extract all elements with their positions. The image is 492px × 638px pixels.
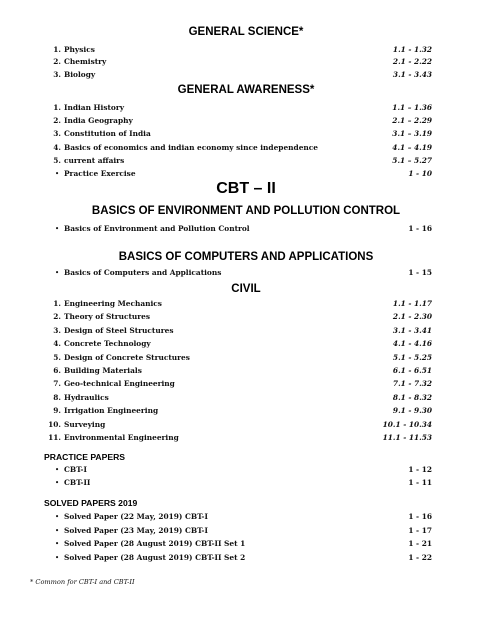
item-number: 3. <box>53 129 61 139</box>
item-number: 4. <box>53 142 61 152</box>
page-range: 1 - 16 <box>408 512 432 521</box>
heading-computers: BASICS OF COMPUTERS AND APPLICATIONS <box>118 251 374 263</box>
toc-row <box>0 298 492 309</box>
item-number: 10. <box>48 419 61 429</box>
page-range: 1.1 - 1.32 <box>392 45 432 54</box>
bullet-icon: • <box>54 552 60 562</box>
heading-solved-papers: SOLVED PAPERS 2019 <box>44 498 138 508</box>
toc-row <box>0 128 492 139</box>
item-number: 6. <box>53 366 61 375</box>
page-range: 1 - 15 <box>408 268 432 277</box>
bullet-icon: • <box>54 525 60 535</box>
page-range: 5.1 – 5.27 <box>392 155 432 165</box>
item-number: 1. <box>53 45 61 54</box>
toc-row <box>0 69 492 80</box>
item-number: 9. <box>53 406 61 416</box>
item-title: India Geography <box>64 116 133 126</box>
page-range: 4.1 - 4.16 <box>392 339 432 349</box>
toc-row <box>0 378 492 389</box>
page-range: 1 - 22 <box>408 552 432 562</box>
page-range: 1 - 21 <box>408 539 432 549</box>
footnote: * Common for CBT-I and CBT-II <box>30 578 135 586</box>
toc-row <box>0 432 492 443</box>
heading-cbt-ii: CBT – II <box>216 180 276 197</box>
toc-row <box>0 352 492 363</box>
heading-environment: BASICS OF ENVIRONMENT AND POLLUTION CONTROL <box>91 205 401 217</box>
toc-row <box>0 267 492 278</box>
item-title: Building Materials <box>64 366 142 375</box>
heading-general-science: GENERAL SCIENCE* <box>188 26 304 38</box>
item-title: Theory of Structures <box>64 312 151 322</box>
heading-civil: CIVIL <box>231 283 261 295</box>
item-number: 4. <box>53 339 61 349</box>
toc-row <box>0 525 492 536</box>
item-title: Solved Paper (23 May, 2019) CBT-I <box>64 525 208 535</box>
bullet-icon: • <box>54 539 60 549</box>
bullet-icon: • <box>54 169 60 178</box>
page-range: 6.1 - 6.51 <box>392 366 432 375</box>
page-range: 2.1 – 2.29 <box>392 116 432 126</box>
item-title: Basics of economics and indian economy since independence <box>64 142 318 152</box>
toc-row <box>0 102 492 113</box>
page-range: 1 - 10 <box>408 169 432 178</box>
toc-row <box>0 155 492 166</box>
item-number: 3. <box>53 325 61 335</box>
toc-row <box>0 223 492 234</box>
item-title: Biology <box>64 69 96 79</box>
toc-row <box>0 56 492 67</box>
page-range: 10.1 - 10.34 <box>382 419 432 429</box>
item-number: 2. <box>53 57 61 67</box>
page-range: 1.1 – 1.36 <box>392 103 432 112</box>
toc-row <box>0 538 492 549</box>
toc-row <box>0 115 492 126</box>
item-title: Engineering Mechanics <box>64 299 162 308</box>
heading-general-awareness: GENERAL AWARENESS* <box>177 84 315 96</box>
page-range: 3.1 - 3.43 <box>392 69 432 79</box>
page-range: 4.1 – 4.19 <box>392 142 432 152</box>
item-number: 8. <box>53 392 61 402</box>
toc-row <box>0 142 492 153</box>
item-title: Solved Paper (28 August 2019) CBT-II Set 1 <box>64 539 246 549</box>
page-range: 1 - 16 <box>408 224 432 233</box>
item-number: 2. <box>53 116 61 126</box>
page-range: 3.1 - 3.41 <box>392 325 432 335</box>
toc-row <box>0 405 492 416</box>
bullet-icon: • <box>54 478 60 488</box>
item-number: 5. <box>53 352 61 362</box>
toc-row <box>0 464 492 475</box>
item-title: Solved Paper (22 May, 2019) CBT-I <box>64 512 208 521</box>
item-title: Physics <box>64 45 95 54</box>
page-range: 9.1 - 9.30 <box>392 406 432 416</box>
item-number: 5. <box>53 155 61 165</box>
item-title: Irrigation Engineering <box>64 406 159 416</box>
item-number: 1. <box>53 103 61 112</box>
item-number: 11. <box>48 433 61 442</box>
item-number: 7. <box>53 379 61 389</box>
toc-row <box>0 552 492 563</box>
item-title: Chemistry <box>64 57 107 67</box>
page-range: 8.1 - 8.32 <box>392 392 432 402</box>
item-title: Practice Exercise <box>64 169 136 178</box>
toc-row <box>0 477 492 488</box>
item-title: Indian History <box>64 103 125 112</box>
bullet-icon: • <box>54 224 60 233</box>
item-title: current affairs <box>64 155 125 165</box>
page-range: 3.1 – 3.19 <box>392 129 432 139</box>
toc-row <box>0 338 492 349</box>
bullet-icon: • <box>54 465 60 474</box>
toc-row <box>0 419 492 430</box>
bullet-icon: • <box>54 268 60 277</box>
item-title: CBT-I <box>64 465 87 474</box>
item-title: CBT-II <box>64 478 91 488</box>
page-range: 7.1 - 7.32 <box>392 379 432 389</box>
page-range: 11.1 - 11.53 <box>382 433 432 442</box>
item-number: 3. <box>53 69 61 79</box>
page-range: 5.1 - 5.25 <box>392 352 432 362</box>
item-title: Solved Paper (28 August 2019) CBT-II Set 2 <box>64 552 246 562</box>
item-title: Basics of Environment and Pollution Control <box>64 224 250 233</box>
toc-row <box>0 511 492 522</box>
item-title: Geo-technical Engineering <box>64 379 175 389</box>
item-title: Surveying <box>64 419 106 429</box>
page-range: 1.1 - 1.17 <box>392 299 432 308</box>
item-title: Concrete Technology <box>64 339 151 349</box>
item-title: Hydraulics <box>64 392 109 402</box>
bullet-icon: • <box>54 512 60 521</box>
item-title: Design of Concrete Structures <box>64 352 190 362</box>
item-title: Environmental Engineering <box>64 433 179 442</box>
toc-row <box>0 44 492 55</box>
item-number: 2. <box>53 312 61 322</box>
item-title: Basics of Computers and Applications <box>64 268 222 277</box>
page-range: 1 - 12 <box>408 465 432 474</box>
toc-row <box>0 392 492 403</box>
heading-practice-papers: PRACTICE PAPERS <box>44 452 126 462</box>
page-range: 1 - 11 <box>408 478 432 488</box>
toc-row <box>0 168 492 179</box>
item-title: Design of Steel Structures <box>64 325 174 335</box>
page-range: 2.1 - 2.30 <box>392 312 432 322</box>
toc-row <box>0 365 492 376</box>
toc-row <box>0 311 492 322</box>
page-range: 2.1 - 2.22 <box>392 57 432 67</box>
page-range: 1 - 17 <box>408 525 432 535</box>
item-title: Constitution of India <box>64 129 151 139</box>
item-number: 1. <box>53 299 61 308</box>
toc-row <box>0 325 492 336</box>
